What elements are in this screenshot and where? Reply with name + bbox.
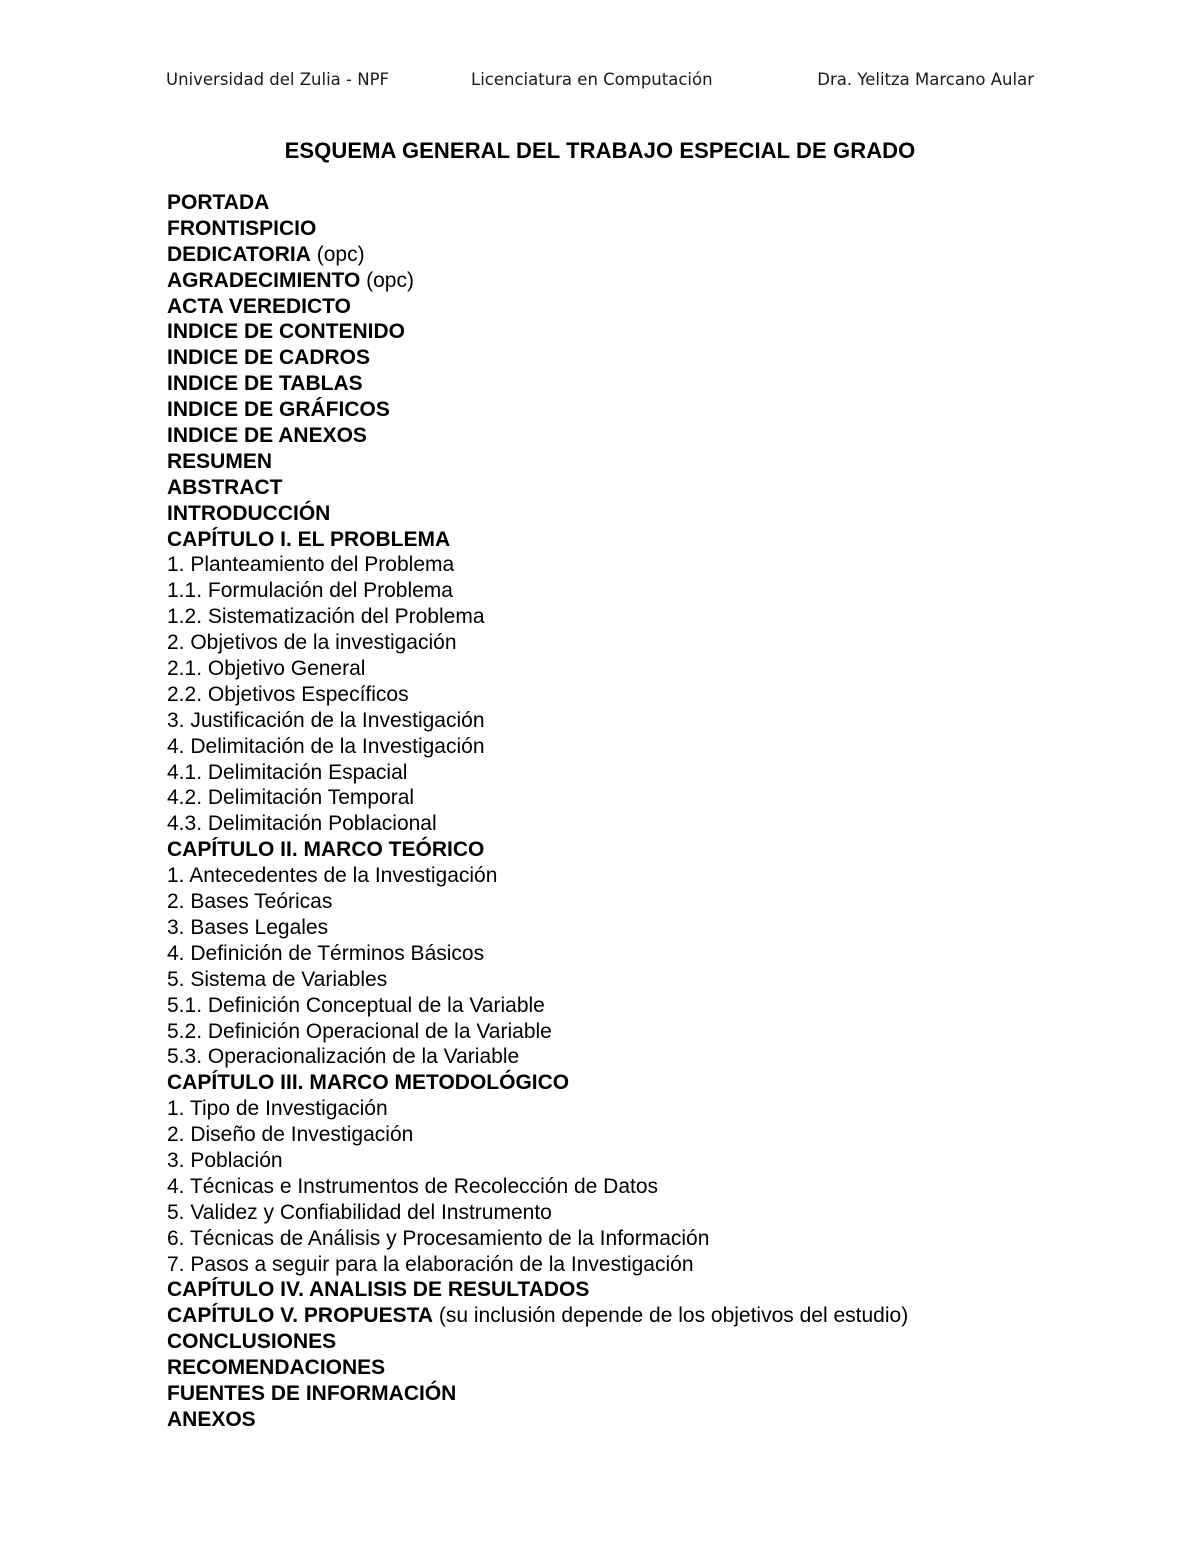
outline-item — [167, 345, 1167, 371]
outline-subitem: 4. Definición de Términos Básicos — [167, 941, 485, 965]
outline-subitem: 1. Antecedentes de la Investigación — [167, 864, 498, 888]
outline-subitem: 1.2. Sistematización del Problema — [167, 605, 485, 629]
outline-item — [167, 501, 1167, 527]
outline-note: (opc) — [360, 268, 414, 292]
document-title: ESQUEMA GENERAL DEL TRABAJO ESPECIAL DE GRADO — [284, 138, 916, 163]
outline-subitem: 5. Sistema de Variables — [167, 967, 388, 991]
outline-item — [167, 423, 1167, 449]
outline-item — [167, 915, 1167, 941]
outline-item — [167, 1122, 1167, 1148]
outline-item — [167, 1407, 1167, 1433]
outline-subitem: 4.2. Delimitación Temporal — [167, 786, 415, 810]
outline-item — [167, 268, 1167, 294]
header-university: Universidad del Zulia - NPF — [166, 70, 390, 89]
outline-item — [167, 1096, 1167, 1122]
outline-subitem: 2.2. Objetivos Específicos — [167, 682, 409, 706]
outline-item — [167, 319, 1167, 345]
outline-heading: AGRADECIMIENTO — [167, 268, 361, 292]
outline-heading: CAPÍTULO V. PROPUESTA — [167, 1304, 434, 1328]
outline-item — [167, 1329, 1167, 1355]
outline-item — [167, 397, 1167, 423]
outline-heading: CAPÍTULO III. MARCO METODOLÓGICO — [167, 1071, 570, 1095]
outline-subitem: 3. Población — [167, 1148, 283, 1172]
outline-item — [167, 604, 1167, 630]
outline-subitem: 5.1. Definición Conceptual de la Variable — [167, 993, 545, 1017]
outline-subitem: 6. Técnicas de Análisis y Procesamiento de la Información — [167, 1226, 710, 1250]
outline-item — [167, 811, 1167, 837]
outline-item — [167, 190, 1167, 216]
outline-heading: CAPÍTULO II. MARCO TEÓRICO — [167, 838, 485, 862]
outline-subitem: 1. Tipo de Investigación — [167, 1097, 388, 1121]
outline-heading: INDICE DE CONTENIDO — [167, 320, 406, 344]
page-header — [166, 70, 1034, 98]
outline-item — [167, 656, 1167, 682]
outline-subitem: 5. Validez y Confiabilidad del Instrumento — [167, 1200, 552, 1224]
outline-item — [167, 475, 1167, 501]
outline-item — [167, 863, 1167, 889]
outline-subitem: 2. Bases Teóricas — [167, 890, 333, 914]
outline-subitem: 4. Técnicas e Instrumentos de Recolección de Datos — [167, 1174, 659, 1198]
outline-item — [167, 682, 1167, 708]
outline-item — [167, 1226, 1167, 1252]
outline-note: (opc) — [310, 242, 365, 266]
outline-item — [167, 967, 1167, 993]
outline-item — [167, 242, 1167, 268]
outline-item — [167, 785, 1167, 811]
outline-item — [167, 708, 1167, 734]
outline-subitem: 3. Justificación de la Investigación — [167, 708, 485, 732]
outline-item — [167, 1252, 1167, 1278]
outline-heading: RESUMEN — [167, 449, 273, 473]
outline-subitem: 4. Delimitación de la Investigación — [167, 734, 485, 758]
outline-item — [167, 1044, 1167, 1070]
outline-item — [167, 578, 1167, 604]
header-author: Dra. Yelitza Marcano Aular — [817, 70, 1034, 89]
outline-list — [167, 190, 1167, 1433]
outline-subitem: 4.1. Delimitación Espacial — [167, 760, 408, 784]
outline-heading: ANEXOS — [167, 1407, 256, 1431]
outline-heading: CONCLUSIONES — [167, 1330, 337, 1354]
outline-heading: ACTA VEREDICTO — [167, 294, 351, 318]
outline-item — [167, 1148, 1167, 1174]
outline-item — [167, 993, 1167, 1019]
outline-item — [167, 294, 1167, 320]
outline-subitem: 5.2. Definición Operacional de la Variable — [167, 1019, 552, 1043]
outline-item — [167, 527, 1167, 553]
outline-item — [167, 1200, 1167, 1226]
outline-heading: INTRODUCCIÓN — [167, 501, 331, 525]
outline-subitem: 2. Objetivos de la investigación — [167, 631, 457, 655]
outline-item — [167, 552, 1167, 578]
outline-heading: FRONTISPICIO — [167, 216, 317, 240]
outline-note: (su inclusión depende de los objetivos del estudio) — [433, 1304, 909, 1328]
outline-subitem: 3. Bases Legales — [167, 915, 329, 939]
outline-heading: INDICE DE ANEXOS — [167, 424, 367, 448]
outline-item — [167, 941, 1167, 967]
outline-subitem: 2. Diseño de Investigación — [167, 1123, 414, 1147]
outline-subitem: 1. Planteamiento del Problema — [167, 553, 455, 577]
outline-heading: DEDICATORIA — [167, 242, 311, 266]
outline-item — [167, 449, 1167, 475]
outline-item — [167, 837, 1167, 863]
outline-item — [167, 1019, 1167, 1045]
outline-heading: PORTADA — [167, 191, 270, 214]
outline-item — [167, 1303, 1167, 1329]
outline-heading: RECOMENDACIONES — [167, 1356, 386, 1380]
header-program: Licenciatura en Computación — [471, 70, 713, 89]
outline-heading: INDICE DE CADROS — [167, 346, 371, 370]
outline-heading: CAPÍTULO IV. ANALISIS DE RESULTADOS — [167, 1278, 590, 1302]
outline-item — [167, 630, 1167, 656]
outline-heading: FUENTES DE INFORMACIÓN — [167, 1381, 457, 1405]
outline-item — [167, 1174, 1167, 1200]
outline-heading: CAPÍTULO I. EL PROBLEMA — [167, 527, 451, 551]
outline-subitem: 2.1. Objetivo General — [167, 657, 366, 681]
outline-item — [167, 760, 1167, 786]
outline-item — [167, 1277, 1167, 1303]
outline-item — [167, 1070, 1167, 1096]
outline-item — [167, 216, 1167, 242]
outline-item — [167, 1381, 1167, 1407]
outline-subitem: 1.1. Formulación del Problema — [167, 579, 453, 603]
outline-item — [167, 889, 1167, 915]
outline-subitem: 5.3. Operacionalización de la Variable — [167, 1045, 520, 1069]
outline-item — [167, 734, 1167, 760]
outline-heading: INDICE DE GRÁFICOS — [167, 398, 390, 422]
outline-item — [167, 1355, 1167, 1381]
outline-subitem: 7. Pasos a seguir para la elaboración de la Investigación — [167, 1252, 694, 1276]
outline-item — [167, 371, 1167, 397]
outline-heading: INDICE DE TABLAS — [167, 372, 363, 396]
outline-subitem: 4.3. Delimitación Poblacional — [167, 812, 437, 836]
outline-heading: ABSTRACT — [167, 475, 283, 499]
